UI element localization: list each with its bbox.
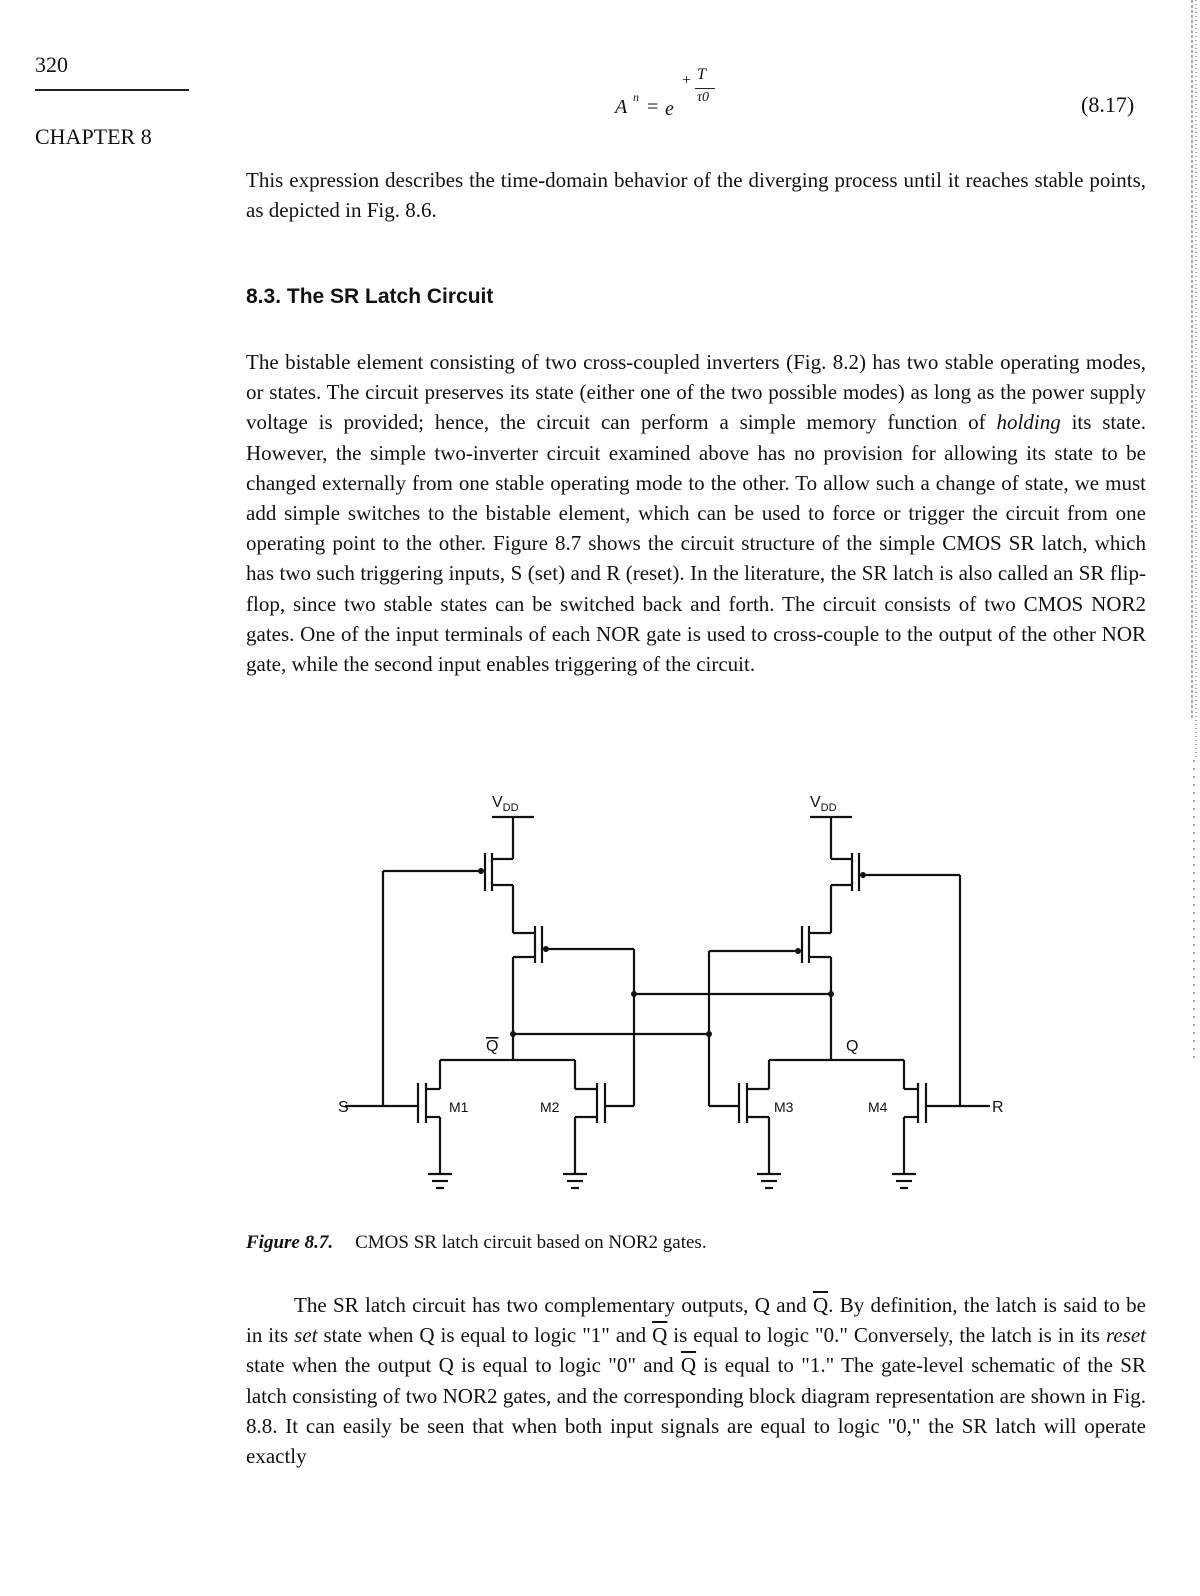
page-number: 320 bbox=[35, 52, 68, 77]
chapter-label: CHAPTER 8 bbox=[35, 124, 152, 149]
m2-label: M2 bbox=[540, 1099, 560, 1115]
m3-label: M3 bbox=[774, 1099, 794, 1115]
equation-number: (8.17) bbox=[1081, 92, 1135, 117]
intro-paragraph bbox=[246, 165, 1146, 225]
section-paragraph-part2: its state. However, the simple two-inverter circuit examined above has no provision for allowing its state to be changed externally from one stable operating mode to the other. To allow such a change of state, we must add simple switches to the bistable element, which can be used to force or trigger the circuit from one operating point to the other. Figure 8.7 shows the circuit structure of the simple CMOS SR latch, which has two such triggering inputs, S (set) and R (reset). In the literature, the SR latch is also called an SR flip-flop, since two stable states can be switched back and forth. The circuit consists of two CMOS NOR2 gates. One of the input terminals of each NOR gate is used to cross-couple to the output of the other NOR gate, while the second input enables triggering of the circuit. bbox=[246, 410, 1146, 677]
m1-label: M1 bbox=[449, 1099, 469, 1115]
qbar-node-label: Q bbox=[486, 1038, 499, 1055]
eq-fraction-bar bbox=[695, 88, 715, 89]
reset-emphasis: reset bbox=[1105, 1323, 1146, 1348]
equation-8-17 bbox=[615, 66, 765, 126]
sr-latch-schematic bbox=[320, 783, 1020, 1213]
latch-text-4: is equal to logic "0." Conversely, the latch is in its bbox=[667, 1323, 1106, 1348]
s-input-label: S bbox=[338, 1099, 349, 1116]
section-paragraph-emphasis: holding bbox=[996, 410, 1061, 435]
vdd-left-label: $V_{DD}$ bbox=[492, 794, 519, 814]
scan-edge-artifact bbox=[1178, 0, 1200, 1596]
vdd-right-label: $V_{DD}$ bbox=[810, 794, 837, 814]
figure-caption bbox=[246, 1232, 707, 1254]
qbar-symbol: $\overline{Q}$ bbox=[812, 1293, 829, 1317]
eq-exp-sign: + bbox=[682, 72, 692, 89]
latch-text-6: is equal to "1." The gate-level schematic of the SR latch consisting of two NOR2 gates, and the corresponding block diagram representation are shown in Fig. 8.8. It can easily be seen that when both input signals are equal to logic "0," the SR latch will operate exactly bbox=[246, 1353, 1146, 1469]
latch-text-3: state when Q is equal to logic "1" and bbox=[317, 1323, 653, 1348]
eq-lhs: A bbox=[615, 96, 628, 118]
qbar-symbol: $\overline{Q}$ bbox=[652, 1323, 668, 1348]
intro-paragraph-text: This expression describes the time-domain behavior of the diverging process until it reaches stable points, as depicted in Fig. 8.6. bbox=[246, 168, 1146, 223]
m4-label: M4 bbox=[868, 1099, 888, 1115]
latch-text-1: The SR latch circuit has two complementary outputs, Q and bbox=[294, 1293, 813, 1317]
eq-exp-denominator: τ0 bbox=[697, 90, 710, 105]
latch-paragraph bbox=[246, 1290, 1146, 1471]
latch-text-5: state when the output Q is equal to logic "0" and bbox=[246, 1353, 681, 1378]
figure-caption-label: Figure 8.7. bbox=[246, 1232, 334, 1253]
section-paragraph bbox=[246, 347, 1146, 679]
eq-lhs-sup: n bbox=[633, 90, 639, 104]
section-paragraph-part1: The bistable element consisting of two cross-coupled inverters (Fig. 8.2) has two stable operating modes, or states. The circuit preserves its state (either one of the two possible modes) as long as the power supply voltage is provided; hence, the circuit can perform a simple memory function of bbox=[246, 350, 1146, 435]
set-emphasis: set bbox=[294, 1323, 318, 1348]
section-heading: 8.3. The SR Latch Circuit bbox=[246, 285, 494, 308]
eq-equals: = bbox=[647, 96, 659, 118]
eq-exp-numerator: T bbox=[697, 66, 706, 83]
q-node-label: Q bbox=[846, 1038, 859, 1055]
qbar-symbol: $\overline{Q}$ bbox=[680, 1353, 697, 1378]
header-rule bbox=[35, 89, 189, 91]
r-input-label: R bbox=[992, 1099, 1004, 1116]
figure-caption-text: CMOS SR latch circuit based on NOR2 gates. bbox=[355, 1232, 707, 1253]
eq-base: e bbox=[665, 98, 674, 120]
latch-text-2: . By definition, the latch is said to be in its bbox=[246, 1293, 1146, 1348]
